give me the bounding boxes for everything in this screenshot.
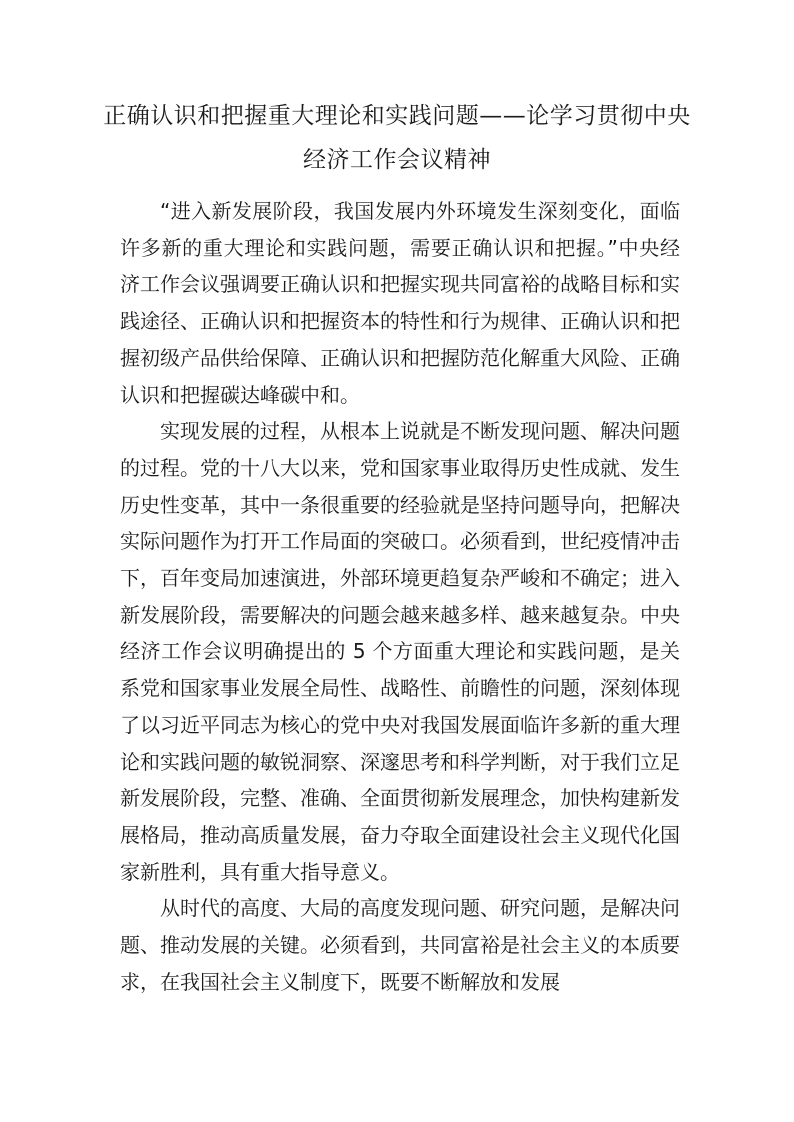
paragraph-3: 从时代的高度、大局的高度发现问题、研究问题，是解决问题、推动发展的关键。必须看到，共同富裕是社会主义的本质要求，在我国社会主义制度下，既要不断解放和发展 <box>120 896 680 994</box>
paragraph-2: 实现发展的过程，从根本上说就是不断发现问题、解决问题的过程。党的十八大以来，党和国家事业取得历史性成就、发生历史性变革，其中一条很重要的经验就是坚持问题导向，把解决实际问题作为打开工作局面的突破口。必须看到，世纪疫情冲击下，百年变局加速演进，外部环境更趋复杂严峻和不确定；进入新发展阶段，需要解决的问题会越来越多样、越来越复杂。中央经济工作会议明确提出的 5 个方面重大理论和实践问题，是关系党和国家事业发展全局性、战略性、前瞻性的问题，深刻体现了以习近平同志为核心的党中央对我国发展面临许多新的重大理论和实践问题的敏锐洞察、深邃思考和科学判断，对于我们立足新发展阶段，完整、准确、全面贯彻新发展理念，加快构建新发展格局，推动高质量发展，奋力夺取全面建设社会主义现代化国家新胜利，具有重大指导意义。 <box>120 419 680 884</box>
document-title: 正确认识和把握重大理论和实践问题——论学习贯彻中央经济工作会议精神 <box>103 103 691 173</box>
paragraph-1: “进入新发展阶段，我国发展内外环境发生深刻变化，面临许多新的重大理论和实践问题，需要正确认识和把握。”中央经济工作会议强调要正确认识和把握实现共同富裕的战略目标和实践途径、正确认识和把握资本的特性和行为规律、正确认识和把握初级产品供给保障、正确认识和把握防范化解重大风险、正确认识和把握碳达峰碳中和。 <box>120 199 680 407</box>
document-body <box>120 193 680 1000</box>
